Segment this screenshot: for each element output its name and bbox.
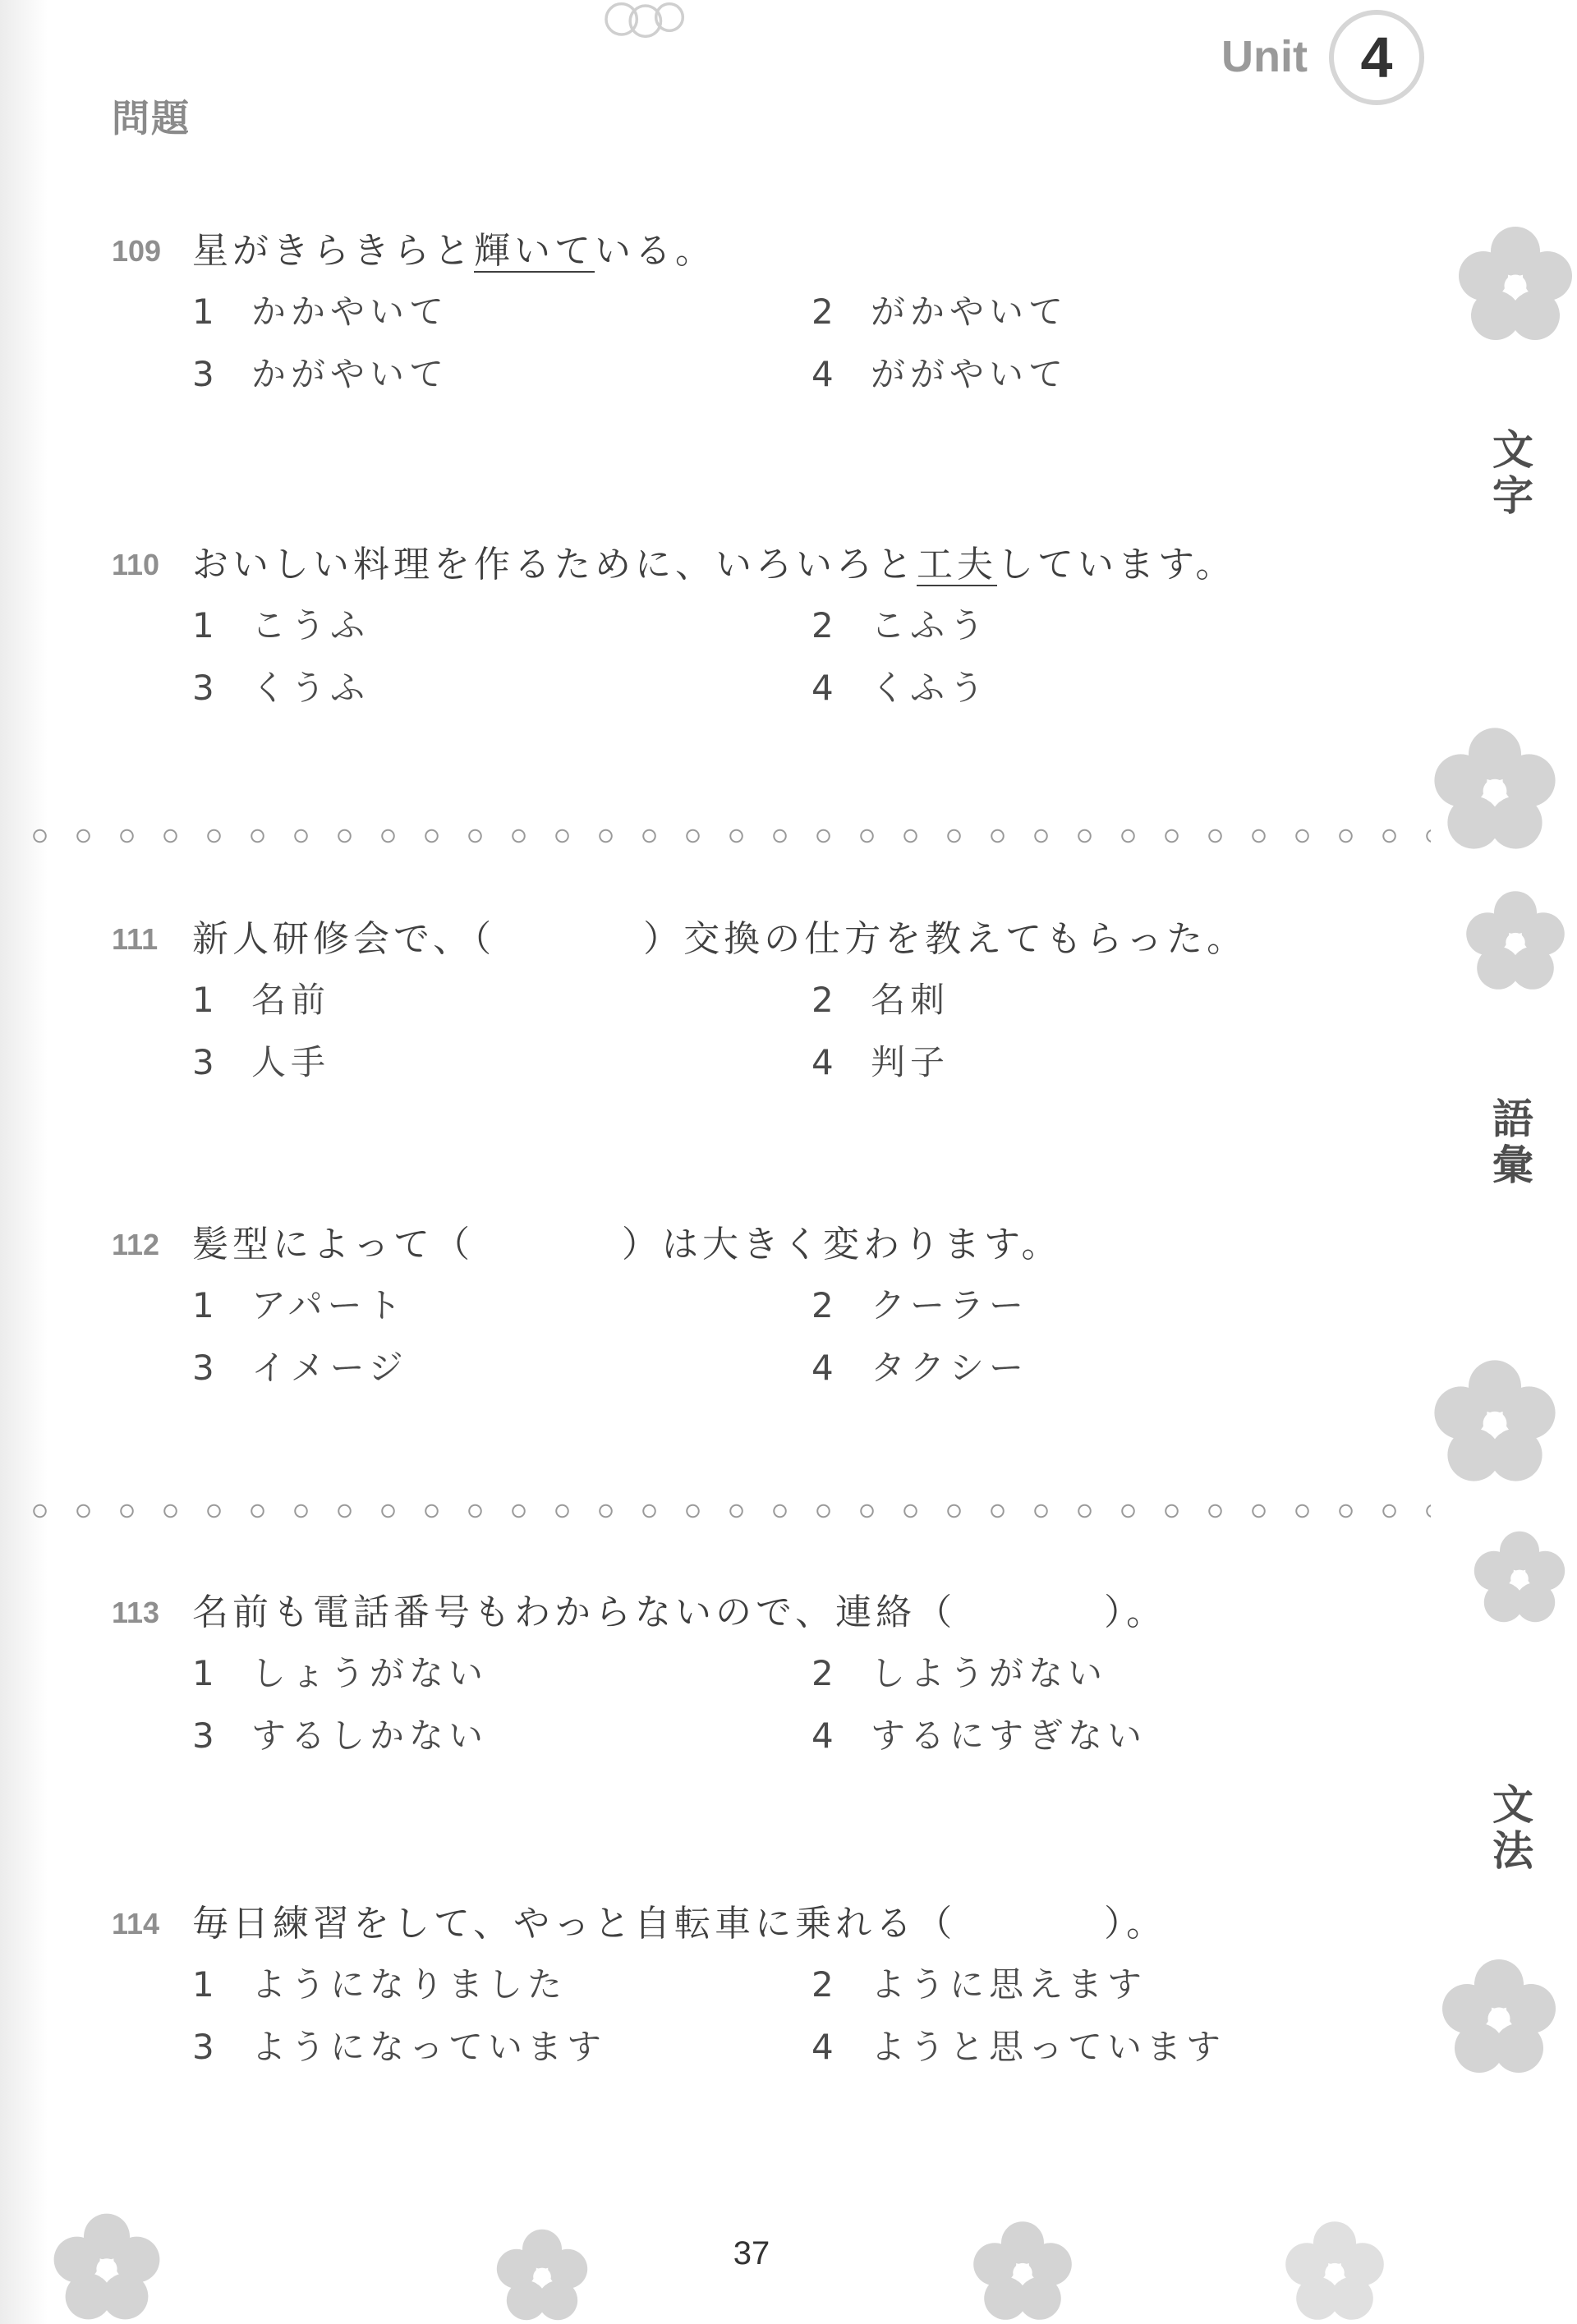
question-number: 113 <box>112 1596 160 1629</box>
option-3[interactable]: 3 ようになっています <box>192 2027 607 2067</box>
option-4[interactable]: 4 ようと思っています <box>811 2027 1226 2067</box>
dotted-divider <box>18 1502 1431 1520</box>
flower-icon <box>591 0 690 57</box>
question-109 <box>112 222 1426 406</box>
question-number: 114 <box>112 1907 160 1940</box>
option-2[interactable]: 2 こふう <box>811 605 990 645</box>
page-number: 37 <box>733 2235 770 2271</box>
unit-number: 4 <box>1360 25 1393 90</box>
flower-icon <box>493 2225 591 2324</box>
option-2[interactable]: 2 がかやいて <box>811 292 1069 332</box>
option-3[interactable]: 3 するしかない <box>192 1715 489 1756</box>
option-1[interactable]: 1 名前 <box>192 980 331 1020</box>
option-3[interactable]: 3 くうふ <box>192 668 370 708</box>
section-heading: 問題 <box>112 96 191 140</box>
option-3[interactable]: 3 イメージ <box>192 1348 408 1388</box>
option-1[interactable]: 1 しょうがない <box>192 1653 489 1693</box>
question-114 <box>112 1895 1426 2078</box>
option-4[interactable]: 4 ががやいて <box>811 354 1069 394</box>
underlined-target: 輝いて <box>474 230 595 272</box>
page-edge-shadow <box>0 0 48 2324</box>
question-text: おいしい料理を作るために、いろいろと工夫しています。 <box>192 544 1236 586</box>
unit-badge <box>1329 10 1424 105</box>
question-text: 髪型によって（ ）は大きく変わります。 <box>192 1224 1062 1265</box>
question-number: 109 <box>112 234 162 268</box>
question-number: 112 <box>112 1228 160 1261</box>
flower-icon <box>1429 1355 1561 1486</box>
option-2[interactable]: 2 ように思えます <box>811 1964 1147 2005</box>
question-text: 新人研修会で、（ ）交換の仕方を教えてもらった。 <box>192 918 1248 960</box>
question-text: 星がきらきらと輝いている。 <box>192 230 715 272</box>
question-text: 毎日練習をして、やっと自転車に乗れる（ ）。 <box>192 1903 1167 1945</box>
underlined-target: 工夫 <box>917 544 997 586</box>
side-tab-bunpo: 文法 <box>1492 1780 1533 1875</box>
option-3[interactable]: 3 かがやいて <box>192 354 449 394</box>
option-4[interactable]: 4 タクシー <box>811 1348 1029 1388</box>
side-tab-goi: 語彙 <box>1492 1095 1533 1189</box>
option-2[interactable]: 2 しようがない <box>811 1653 1108 1693</box>
question-113 <box>112 1583 1426 1767</box>
option-1[interactable]: 1 ようになりました <box>192 1964 568 2005</box>
option-2[interactable]: 2 名刺 <box>811 980 950 1020</box>
option-4[interactable]: 4 するにすぎない <box>811 1715 1147 1756</box>
question-number: 110 <box>112 548 160 581</box>
flower-icon <box>1429 723 1561 854</box>
side-tab-moji: 文字 <box>1492 425 1533 520</box>
flower-icon <box>1462 887 1569 994</box>
question-text: 名前も電話番号もわからないので、連絡（ ）。 <box>192 1591 1167 1633</box>
question-110 <box>112 535 1426 719</box>
flower-icon <box>49 2209 164 2324</box>
question-111 <box>112 910 1426 1094</box>
option-1[interactable]: 1 かかやいて <box>192 292 449 332</box>
option-4[interactable]: 4 判子 <box>811 1042 950 1082</box>
flower-icon <box>1470 1527 1569 1626</box>
dotted-divider <box>18 827 1431 845</box>
option-3[interactable]: 3 人手 <box>192 1042 331 1082</box>
flower-icon <box>969 2217 1076 2324</box>
unit-label: Unit <box>1221 32 1308 81</box>
question-number: 111 <box>112 922 159 956</box>
flower-icon <box>1437 1954 1561 2078</box>
option-1[interactable]: 1 アパート <box>192 1285 407 1325</box>
option-2[interactable]: 2 クーラー <box>811 1285 1029 1325</box>
option-4[interactable]: 4 くふう <box>811 668 990 708</box>
option-1[interactable]: 1 こうふ <box>192 605 370 645</box>
question-112 <box>112 1215 1426 1399</box>
flower-icon <box>1281 2217 1388 2324</box>
flower-icon <box>1454 222 1577 345</box>
